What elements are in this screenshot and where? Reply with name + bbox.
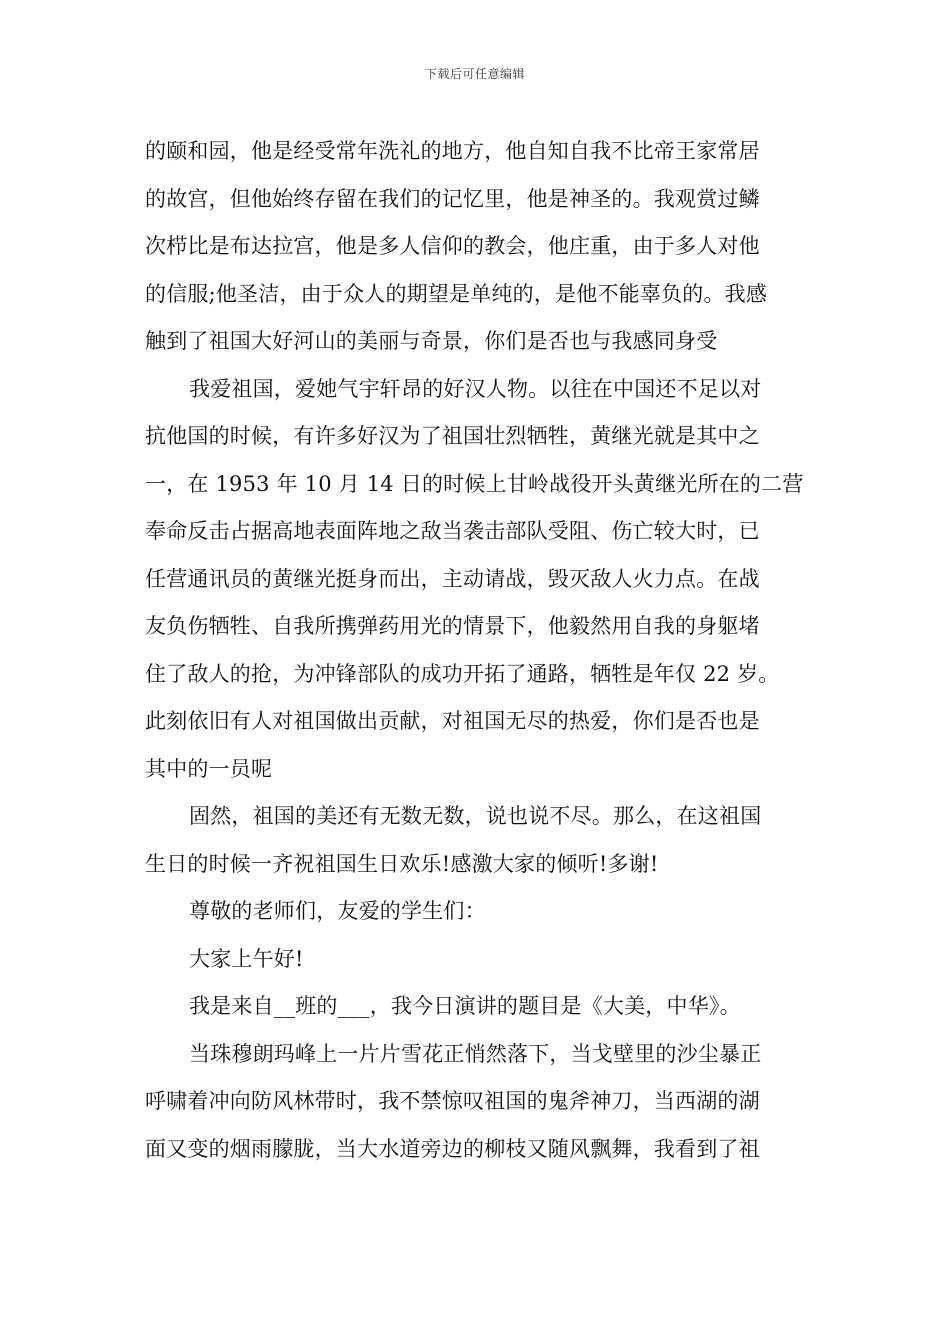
text-line: 面又变的烟雨朦胧，当大水道旁边的柳枝又随风飘舞，我看到了祖 [145,1136,760,1161]
text-line: 固然，祖国的美还有无数无数，说也说不尽。那么，在这祖国 [189,804,762,828]
text-line: 奉命反击占据高地表面阵地之敌当袭击部队受阻、伤亡较大时，已 [145,519,760,543]
text-line: 住了敌人的抢，为冲锋部队的成功开拓了通路，牺牲是年仅 22 岁。 [145,661,780,686]
text-line: 的故宫，但他始终存留在我们的记忆里，他是神圣的。我观赏过鳞 [145,186,760,211]
text-line: 抗他国的时候，有许多好汉为了祖国壮烈牺牲，黄继光就是其中之 [145,424,760,448]
document-body [145,128,807,1173]
text-line: 尊敬的老师们，友爱的学生们： [189,899,486,923]
text-line: 此刻依旧有人对祖国做出贡献，对祖国无尽的热爱，你们是否也是 [145,709,760,733]
text-line: 友负伤牺牲、自我所携弹药用光的情景下，他毅然用自我的身躯堵 [145,614,760,638]
text-line: 的颐和园，他是经受常年洗礼的地方，他自知自我不比帝王家常居 [145,139,760,163]
text-line: 我是来自__班的___，我今日演讲的题目是《大美，中华》。 [189,994,741,1018]
text-line: 我爱祖国，爱她气宇轩昂的好汉人物。以往在中国还不足以对 [189,376,762,401]
text-line: 当珠穆朗玛峰上一片片雪花正悄然落下，当戈壁里的沙尘暴正 [189,1041,762,1066]
text-line: 次栉比是布达拉宫，他是多人信仰的教会，他庄重，由于多人对他 [145,234,760,258]
text-line: 一，在 1953 年 10 月 14 日的时候上甘岭战役开头黄继光所在的二营 [145,471,804,496]
page-header: 下载后可任意编辑 [424,67,525,81]
text-line: 的信服;他圣洁，由于众人的期望是单纯的，是他不能辜负的。我感 [145,281,768,306]
text-line: 呼啸着冲向防风林带时，我不禁惊叹祖国的鬼斧神刀，当西湖的湖 [145,1089,760,1113]
text-line: 大家上午好! [189,946,304,971]
text-line: 任营通讯员的黄继光挺身而出，主动请战，毁灭敌人火力点。在战 [145,566,760,591]
text-line: 其中的一员呢 [145,756,273,781]
text-line: 生日的时候一齐祝祖国生日欢乐!感激大家的倾听!多谢! [145,851,659,876]
text-line: 触到了祖国大好河山的美丽与奇景，你们是否也与我感同身受 [145,329,718,353]
